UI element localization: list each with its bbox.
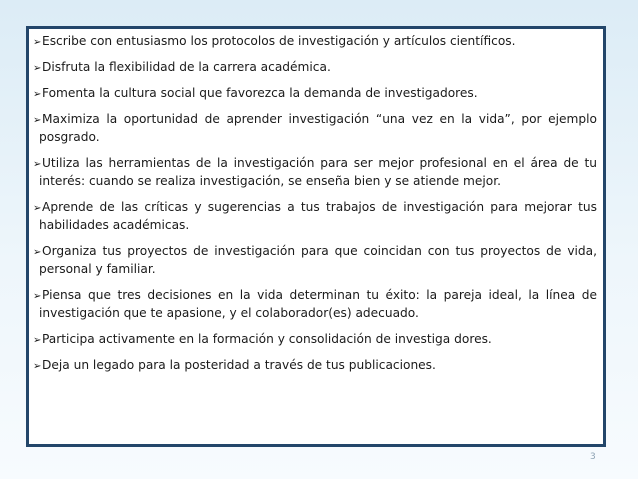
- bullet-item: [33, 59, 597, 77]
- bullet-item: [33, 85, 597, 103]
- content-box: [26, 26, 606, 447]
- arrow-bullet-icon: ➢: [33, 291, 42, 302]
- arrow-bullet-icon: ➢: [33, 37, 42, 48]
- page-number: 3: [590, 452, 596, 462]
- bullet-text: Fomenta la cultura social que favorezca la demanda de investigadores.: [42, 86, 478, 100]
- bullet-item: [33, 331, 597, 349]
- bullet-item: [33, 243, 597, 278]
- arrow-bullet-icon: ➢: [33, 159, 42, 170]
- bullet-item: [33, 287, 597, 322]
- bullet-text: Escribe con entusiasmo los protocolos de investigación y artículos científicos.: [42, 34, 516, 48]
- bullet-item: [33, 357, 597, 375]
- arrow-bullet-icon: ➢: [33, 335, 42, 346]
- arrow-bullet-icon: ➢: [33, 361, 42, 372]
- bullet-text: Organiza tus proyectos de investigación para que coincidan con tus proyectos de vida, personal y familiar.: [39, 244, 597, 276]
- bullet-item: [33, 155, 597, 190]
- bullet-text: Utiliza las herramientas de la investigación para ser mejor profesional en el área de tu interés: cuando se realiza investigación, se enseña bien y se atiende mejor.: [39, 156, 597, 188]
- arrow-bullet-icon: ➢: [33, 89, 42, 100]
- bullet-item: [33, 33, 597, 51]
- bullet-text: Deja un legado para la posteridad a través de tus publicaciones.: [42, 358, 436, 372]
- bullet-text: Maximiza la oportunidad de aprender investigación “una vez en la vida”, por ejemplo posgrado.: [39, 112, 597, 144]
- bullet-list: [33, 33, 597, 375]
- arrow-bullet-icon: ➢: [33, 63, 42, 74]
- arrow-bullet-icon: ➢: [33, 115, 42, 126]
- bullet-item: [33, 111, 597, 146]
- bullet-text: Piensa que tres decisiones en la vida determinan tu éxito: la pareja ideal, la línea de investigación que te apasione, y el colaborador(es) adecuado.: [39, 288, 597, 320]
- bullet-text: Aprende de las críticas y sugerencias a tus trabajos de investigación para mejorar tus habilidades académicas.: [39, 200, 597, 232]
- arrow-bullet-icon: ➢: [33, 203, 42, 214]
- arrow-bullet-icon: ➢: [33, 247, 42, 258]
- bullet-item: [33, 199, 597, 234]
- bullet-text: Disfruta la flexibilidad de la carrera académica.: [42, 60, 331, 74]
- bullet-text: Participa activamente en la formación y consolidación de investiga dores.: [42, 332, 492, 346]
